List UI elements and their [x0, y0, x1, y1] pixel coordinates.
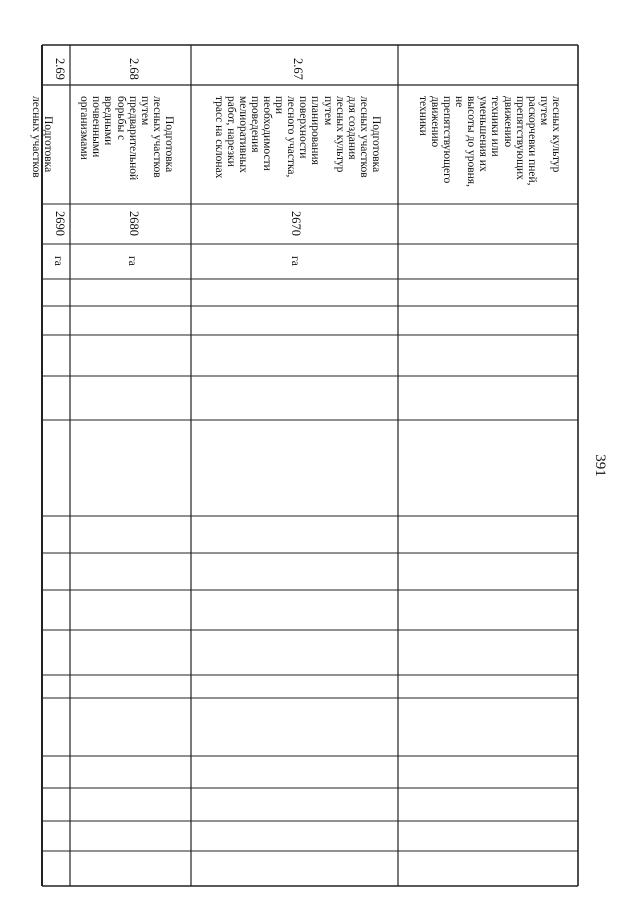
row-2-68-number: 2.68 — [127, 58, 141, 80]
row-1-name — [405, 96, 574, 187]
row-1-name-line: препятствующего — [441, 96, 454, 184]
row-2-69-unit: га — [52, 256, 64, 266]
row-2-68-code: 2680 — [127, 211, 141, 236]
row-1-name-line: движению — [501, 96, 514, 148]
row-2-67-name-line: лесных участков — [357, 96, 370, 178]
row-2-67-code: 2670 — [289, 211, 303, 236]
row-1-name-line: лесных культур — [549, 96, 562, 173]
row-2-67-name-line: проведения — [248, 96, 261, 153]
row-2-68-name-line: борьбы с — [114, 96, 127, 141]
row-2-67-name-line: планирования — [309, 96, 322, 165]
row-2-67-name — [201, 96, 395, 178]
row-2-67-name-line: необходимости — [261, 96, 274, 171]
row-1-name-line: уменьшения их — [477, 96, 490, 172]
row-1-name-line: движению — [428, 96, 441, 148]
row-2-67-name-line: при — [273, 96, 286, 115]
row-2-68-name-line: Подготовка — [162, 116, 175, 173]
row-2-68-name-line: предварительной — [126, 96, 139, 181]
row-2-69-number: 2.69 — [53, 58, 67, 80]
row-2-68-name-line: вредными — [102, 96, 115, 146]
row-2-69-name-line: Подготовка — [41, 116, 54, 173]
row-2-68-name-line: лесных участков — [150, 96, 163, 178]
row-1-name-line: препятствующих — [513, 96, 526, 180]
page-number: 391 — [591, 454, 608, 477]
row-1-name-line: техники или — [489, 96, 502, 157]
row-2-68-unit: га — [126, 256, 138, 266]
row-2-67-name-line: Подготовка — [369, 116, 382, 173]
row-2-68-name-line: почвенными — [90, 96, 103, 158]
row-2-68-name-line: организмами — [78, 96, 91, 160]
row-2-69-code: 2690 — [53, 211, 67, 236]
row-2-67-name-line: лесного участка, — [285, 96, 298, 178]
row-2-67-unit: га — [289, 256, 301, 266]
row-1-name-line: не — [453, 96, 466, 108]
row-2-67-name-line: работ, нарезки — [224, 96, 237, 167]
row-1-name-line: путем — [537, 96, 550, 126]
row-2-68-name-line: путем — [138, 96, 151, 126]
row-1-name-line: раскорчевки пней, — [525, 96, 538, 186]
row-2-67-name-line: трасс на склонах — [212, 96, 225, 179]
row-2-67-name-line: мелиоративных — [236, 96, 249, 173]
row-2-68-name — [66, 96, 187, 180]
row-2-67-name-line: путем — [321, 96, 334, 126]
row-1-name-line: высоты до уровня, — [465, 96, 478, 187]
row-2-67-name-line: поверхности — [297, 96, 310, 159]
row-2-69-name — [18, 96, 66, 178]
row-2-67-number: 2.67 — [291, 58, 305, 80]
row-2-69-name-line: лесных участков — [29, 96, 42, 178]
row-2-67-name-line: лесных культур — [333, 96, 346, 173]
row-1-name-line: техники — [416, 96, 429, 136]
row-2-67-name-line: для создания — [345, 96, 358, 160]
